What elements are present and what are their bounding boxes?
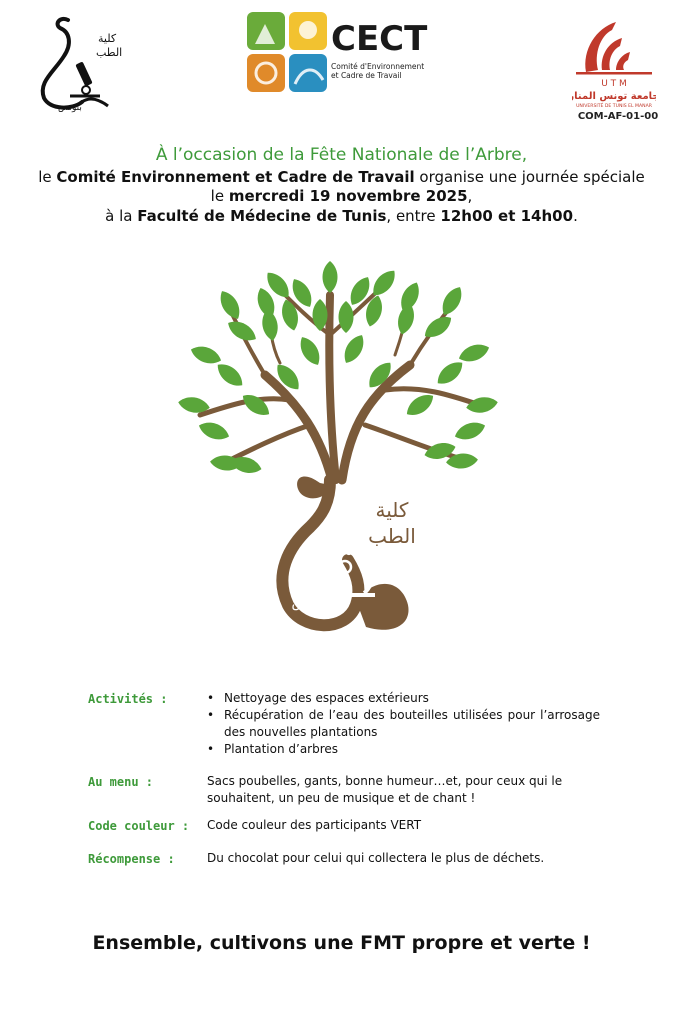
leaf [339, 301, 354, 333]
leaf [340, 331, 369, 366]
tree-arabic-mid: الطب [368, 524, 416, 548]
leaf [213, 359, 247, 391]
leaf [313, 299, 328, 331]
leaf [433, 357, 467, 389]
color-code-label: Code couleur : [88, 819, 190, 833]
leaf [188, 342, 223, 367]
activity-item: • Nettoyage des espaces extérieurs [207, 690, 600, 707]
cect-mosaic-icon [245, 10, 329, 94]
reward-text: Du chocolat pour celui qui collectera le plus de déchets. [207, 851, 545, 865]
closing-slogan: Ensemble, cultivons une FMT propre et verte ! [92, 932, 591, 954]
leaf [323, 261, 338, 293]
leaf [403, 390, 438, 421]
utm-latin-name: UNIVERSITÉ DE TUNIS EL MANAR [576, 104, 652, 109]
activities-label: Activités : [88, 692, 168, 706]
announcement-line-3: le mercredi 19 novembre 2025, [210, 187, 473, 205]
leaf [452, 418, 487, 443]
cect-logo [245, 10, 445, 95]
color-code-text: Code couleur des participants VERT [207, 818, 422, 832]
faculty-logo [30, 10, 125, 115]
activity-item: • Récupération de l’eau des bouteilles utilisées pour l’arrosage des nouvelles plantations [207, 707, 600, 741]
leaf [363, 294, 386, 329]
leaf [438, 283, 467, 318]
activity-item: • Plantation d’arbres [207, 741, 600, 758]
utm-icon [572, 10, 656, 110]
announcement-line-4: à la Faculté de Médecine de Tunis, entre 12h00 et 14h00. [105, 207, 578, 225]
leaf [239, 390, 274, 421]
leaf [224, 317, 259, 346]
tree-arabic-top: كلية [375, 498, 409, 522]
menu-text: Sacs poubelles, gants, bonne humeur…et, pour ceux qui le souhaitent, un peu de musique et de chant ! [207, 774, 563, 805]
leaf [216, 287, 245, 322]
svg-text:الطب: الطب [96, 46, 123, 59]
announcement-line-2: le Comité Environnement et Cadre de Travail organise une journée spéciale [38, 168, 645, 186]
faculty-snake-microscope-icon [30, 10, 125, 115]
svg-text:بتونس: بتونس [58, 103, 82, 113]
leaf [196, 418, 231, 443]
cect-name: CECT [331, 19, 428, 59]
tree-arabic-bottom: بتونس [291, 595, 329, 611]
leaf [395, 302, 418, 337]
utm-logo [572, 10, 656, 110]
cect-subtitle: Comité d'Environnement et Cadre de Travail [331, 62, 425, 80]
announcement-title: À l’occasion de la Fête Nationale de l’Arbre, [155, 145, 528, 165]
tree-icon [170, 255, 515, 640]
svg-text:كلية: كلية [98, 32, 117, 45]
activities-list [207, 690, 600, 758]
leaf [465, 395, 499, 415]
utm-letters: U T M [601, 79, 627, 89]
leaf [456, 340, 491, 365]
leaf [296, 333, 325, 368]
reward-label: Récompense : [88, 852, 175, 866]
menu-label: Au menu : [88, 775, 154, 789]
tree-illustration [170, 255, 515, 640]
leaf [279, 298, 302, 333]
utm-arabic-name: جامعة تونس المنار [572, 91, 656, 102]
leaf [260, 308, 280, 342]
form-code: COM-AF-01-00 [577, 111, 659, 122]
